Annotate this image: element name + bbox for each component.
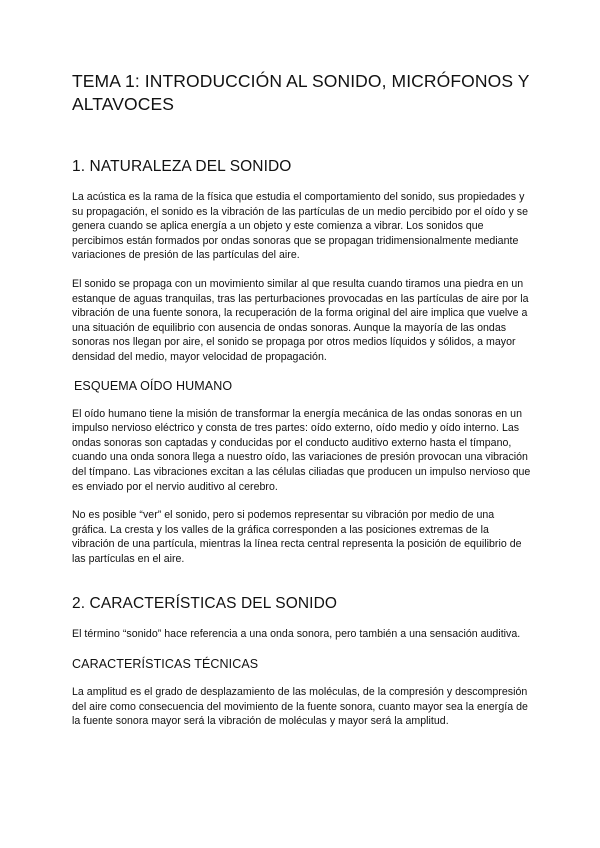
subheading-esquema-oido: ESQUEMA OÍDO HUMANO: [74, 378, 233, 393]
section-heading-naturaleza: 1. NATURALEZA DEL SONIDO: [72, 158, 292, 175]
section-heading-caracteristicas: 2. CARACTERÍSTICAS DEL SONIDO: [72, 595, 338, 613]
paragraph-oido-humano: El oído humano tiene la misión de transformar la energía mecánica de las ondas sonoras en un impulso nervioso eléctrico y consta de tres partes: oído externo, oído medio y oído interno. Las ondas sonoras son captadas y conducidas por el conducto auditivo externo hasta el tímpano, cuando una onda sonora llega a nuestro oído, las variaciones de presión provocan una vibración del tímpano. Las vibraciones excitan a las células ciliadas que producen un impulso nervioso que es enviado por el nervio auditivo al cerebro.: [72, 407, 531, 493]
paragraph-acustica: La acústica es la rama de la física que estudia el comportamiento del sonido, sus propiedades y su propagación, el sonido es la vibración de las partículas de un medio percibido por el oído y se genera cuando se aplica energía a un objeto y este comienza a vibrar. Los sonidos que percibimos están formados por ondas sonoras que se propagan tridimensionalmente mediante variaciones de presión de las partículas del aire.: [72, 191, 529, 262]
paragraph-propagacion: El sonido se propaga con un movimiento similar al que resulta cuando tiramos una piedra en un estanque de aguas tranquilas, tras las perturbaciones provocadas en las partículas de aire por la vibración de una fuente sonora, la recuperación de la forma original del aire implica que vuelve a una situación de equilibrio con ausencia de ondas sonoras. Aunque la mayoría de las ondas sonoras nos llegan por aire, el sonido se propaga por otros medios líquidos y sólidos, a mayor densidad del medio, mayor velocidad de propagación.: [72, 277, 529, 363]
paragraph-grafica: No es posible “ver” el sonido, pero si podemos representar su vibración por medio de una gráfica. La cresta y los valles de la gráfica corresponden a las posiciones extremas de la vibración de una partícula, mientras la línea recta central representa la posición de equilibrio de las partículas en el aire.: [72, 509, 522, 565]
paragraph-termino-sonido: El término “sonido” hace referencia a una onda sonora, pero también a una sensación auditiva.: [72, 628, 521, 641]
subheading-caracteristicas-tecnicas: CARACTERÍSTICAS TÉCNICAS: [72, 657, 259, 672]
document-page: [72, 70, 532, 729]
paragraph-amplitud: La amplitud es el grado de desplazamiento de las moléculas, de la compresión y descompresión del aire como consecuencia del movimiento de la fuente sonora, cuanto mayor sea la energía de la fuente sonora mayor será la vibración de moléculas y mayor será la amplitud.: [72, 686, 528, 728]
document-title: TEMA 1: INTRODUCCIÓN AL SONIDO, MICRÓFONOS Y ALTAVOCES: [72, 71, 530, 114]
